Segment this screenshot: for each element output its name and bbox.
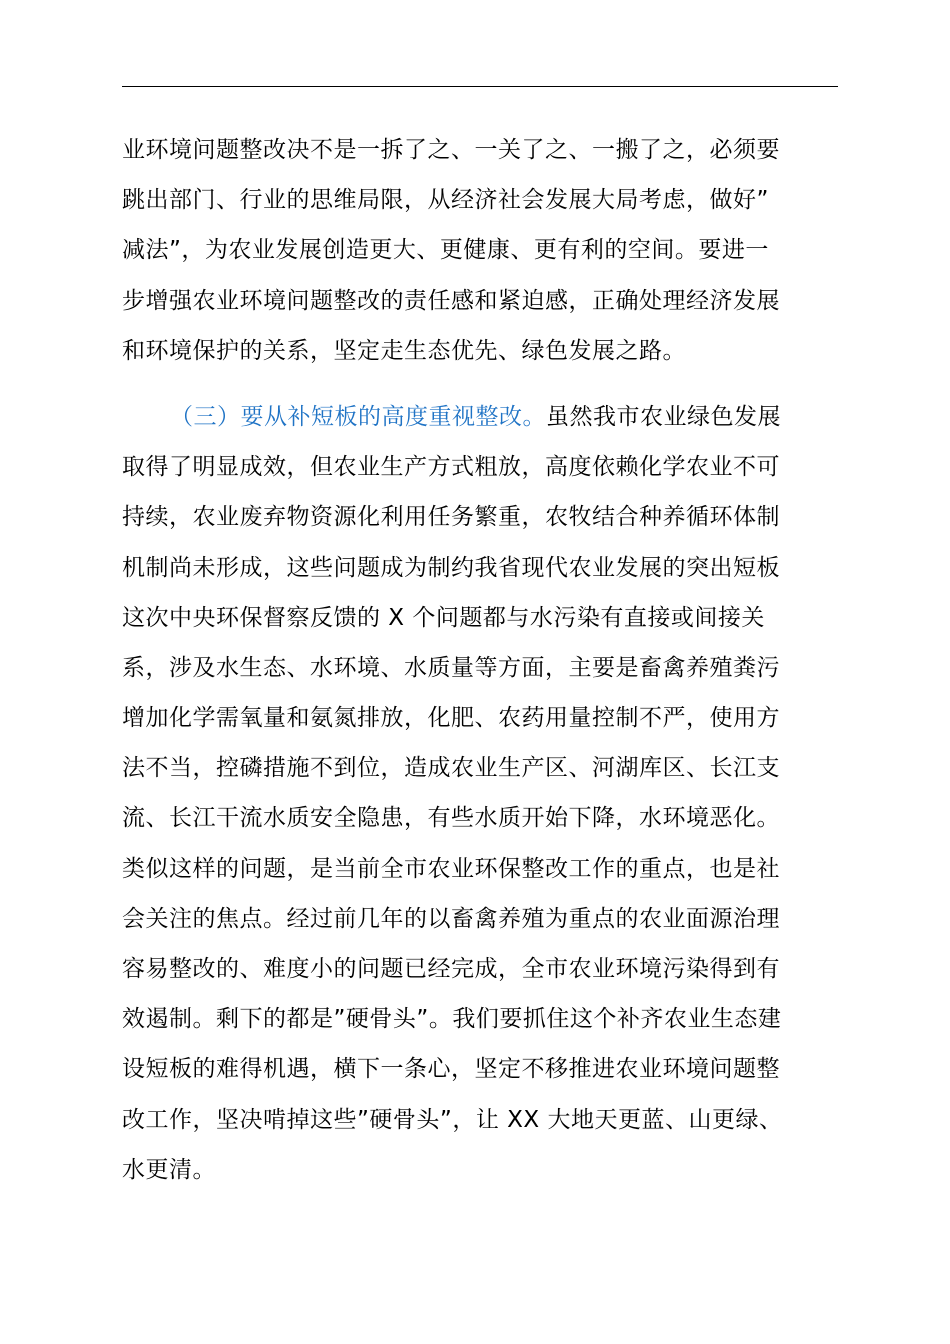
header-rule: [122, 86, 838, 87]
paragraph-spacer: [122, 376, 838, 392]
text-line: 步增强农业环境问题整改的责任感和紧迫感，正确处理经济发展: [122, 287, 780, 314]
text-line: 效遏制。剩下的都是”硬骨头”。我们要抓住这个补齐农业生态建: [122, 1006, 782, 1033]
paragraph-1: [122, 125, 838, 376]
text-line: 取得了明显成效，但农业生产方式粗放，高度依赖化学农业不可: [122, 454, 780, 481]
text-line: 增加化学需氧量和氨氮排放，化肥、农药用量控制不严，使用方: [122, 705, 780, 732]
text-line: 水更清。: [122, 1156, 216, 1183]
section-heading: （三）要从补短板的高度重视整改。: [170, 403, 546, 430]
text-line: 持续，农业废弃物资源化利用任务繁重，农牧结合种养循环体制: [122, 504, 780, 531]
text-line: 类似这样的问题，是当前全市农业环保整改工作的重点，也是社: [122, 855, 780, 882]
document-body: [122, 125, 838, 1195]
text-line: 机制尚未形成，这些问题成为制约我省现代农业发展的突出短板: [122, 554, 780, 581]
text-line: 减法”，为农业发展创造更大、更健康、更有利的空间。要进一: [122, 237, 769, 264]
text-line: 改工作，坚决啃掉这些”硬骨头”，让 XX 大地天更蓝、山更绿、: [122, 1106, 783, 1133]
text-line: 和环境保护的关系，坚定走生态优先、绿色发展之路。: [122, 337, 686, 364]
text-line: 设短板的难得机遇，横下一条心，坚定不移推进农业环境问题整: [122, 1056, 780, 1083]
text-line: 会关注的焦点。经过前几年的以畜禽养殖为重点的农业面源治理: [122, 905, 780, 932]
paragraph-2: [122, 392, 838, 1195]
text-line: 容易整改的、难度小的问题已经完成，全市农业环境污染得到有: [122, 956, 780, 982]
text-line: 法不当，控磷措施不到位，造成农业生产区、河湖库区、长江支: [122, 755, 780, 782]
text-line: 业环境问题整改决不是一拆了之、一关了之、一搬了之，必须要: [122, 137, 780, 163]
text-line: 系，涉及水生态、水环境、水质量等方面，主要是畜禽养殖粪污: [122, 654, 780, 681]
heading-line-text: 虽然我市农业绿色发展: [546, 403, 781, 430]
text-line: 流、长江干流水质安全隐患，有些水质开始下降，水环境恶化。: [122, 805, 780, 832]
section-heading-line: [122, 392, 838, 442]
text-line: 这次中央环保督察反馈的 X 个问题都与水污染有直接或间接关: [122, 604, 765, 631]
text-line: 跳出部门、行业的思维局限，从经济社会发展大局考虑，做好”: [122, 187, 769, 214]
